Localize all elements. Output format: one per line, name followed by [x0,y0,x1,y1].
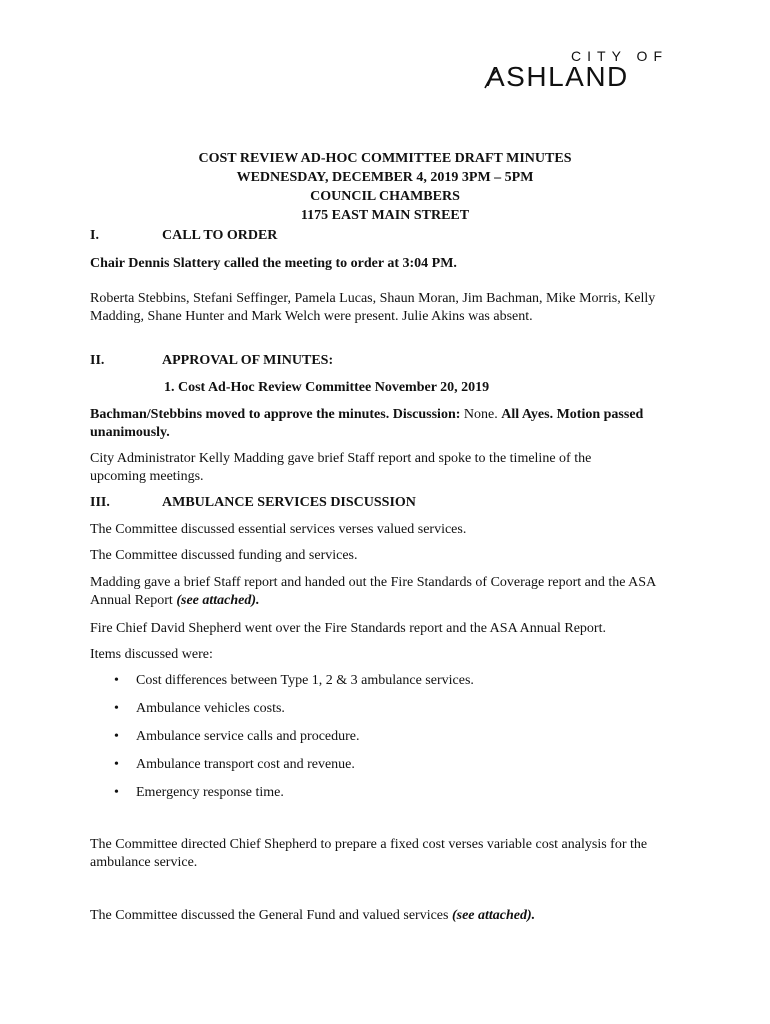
paragraph-funding: The Committee discussed funding and services. [90,548,358,563]
section-2-title: APPROVAL OF MINUTES: [162,353,334,368]
bullet-icon: • [114,729,119,744]
staff-report-text: City Administrator Kelly Madding gave brief Staff report and spoke to the timeline of the upcoming meetings. [90,451,592,484]
header-address: 1175 EAST MAIN STREET [300,208,470,223]
paragraph-fire-chief: Fire Chief David Shepherd went over the Fire Standards report and the ASA Annual Report. [90,621,606,636]
header-title: COST REVIEW AD-HOC COMMITTEE DRAFT MINUTES [198,151,572,166]
staff-report-main: Madding gave a brief Staff report and handed out the Fire Standards of Coverage report and the ASA Annual Report [90,575,656,608]
list-item [110,756,474,784]
section-2-number: II. [90,353,105,368]
motion-mover: Bachman/Stebbins moved to approve the minutes. Discussion: [90,407,461,422]
paragraph-general-fund [90,907,690,925]
section-3-number: III. [90,495,110,510]
list-item [110,700,474,728]
bullet-icon: • [114,757,119,772]
minutes-header [0,149,770,225]
motion-discussion: None. [460,407,502,422]
bullet-icon: • [114,785,119,800]
items-discussed-list [110,672,474,812]
call-to-order-text: Chair Dennis Slattery called the meeting to order at 3:04 PM. [90,256,457,271]
logo-city-text: CITY OF [571,48,668,64]
list-item-text: Ambulance transport cost and revenue. [136,757,355,772]
paragraph-staff-report [90,574,680,610]
items-discussed-label: Items discussed were: [90,647,213,662]
list-item-text: Ambulance vehicles costs. [136,701,285,716]
paragraph-cost-analysis: The Committee directed Chief Shepherd to prepare a fixed cost verses variable cost analysis for the ambulance service. [90,837,648,870]
list-item [110,728,474,756]
list-item-text: Ambulance service calls and procedure. [136,729,360,744]
section-3-title: AMBULANCE SERVICES DISCUSSION [162,495,416,510]
general-fund-main: The Committee discussed the General Fund and valued services [90,908,452,923]
list-item [110,784,474,812]
list-item [110,672,474,700]
section-1-title: CALL TO ORDER [162,228,278,243]
bullet-icon: • [114,701,119,716]
header-location: COUNCIL CHAMBERS [310,189,460,204]
see-attached-note: (see attached). [451,908,536,923]
list-item-text: Emergency response time. [136,785,284,800]
attendance-text: Roberta Stebbins, Stefani Seffinger, Pamela Lucas, Shaun Moran, Jim Bachman, Mike Morris, Kelly Madding, Shane Hunter and Mark Welch were present. Julie Akins was absent. [90,291,656,324]
header-date: WEDNESDAY, DECEMBER 4, 2019 3PM – 5PM [236,170,534,185]
city-of-ashland-logo [486,48,676,98]
see-attached-note: (see attached). [176,593,260,608]
list-item-text: Cost differences between Type 1, 2 & 3 ambulance services. [136,673,474,688]
logo-name-text: ASHLAND [486,61,629,92]
paragraph-essential-services: The Committee discussed essential services verses valued services. [90,522,467,537]
motion-text [90,406,670,442]
section-1-number: I. [90,228,99,243]
bullet-icon: • [114,673,119,688]
motion-result: All Ayes. Motion passed unanimously. [90,407,644,440]
minutes-item: 1. Cost Ad-Hoc Review Committee November 20, 2019 [164,380,490,395]
